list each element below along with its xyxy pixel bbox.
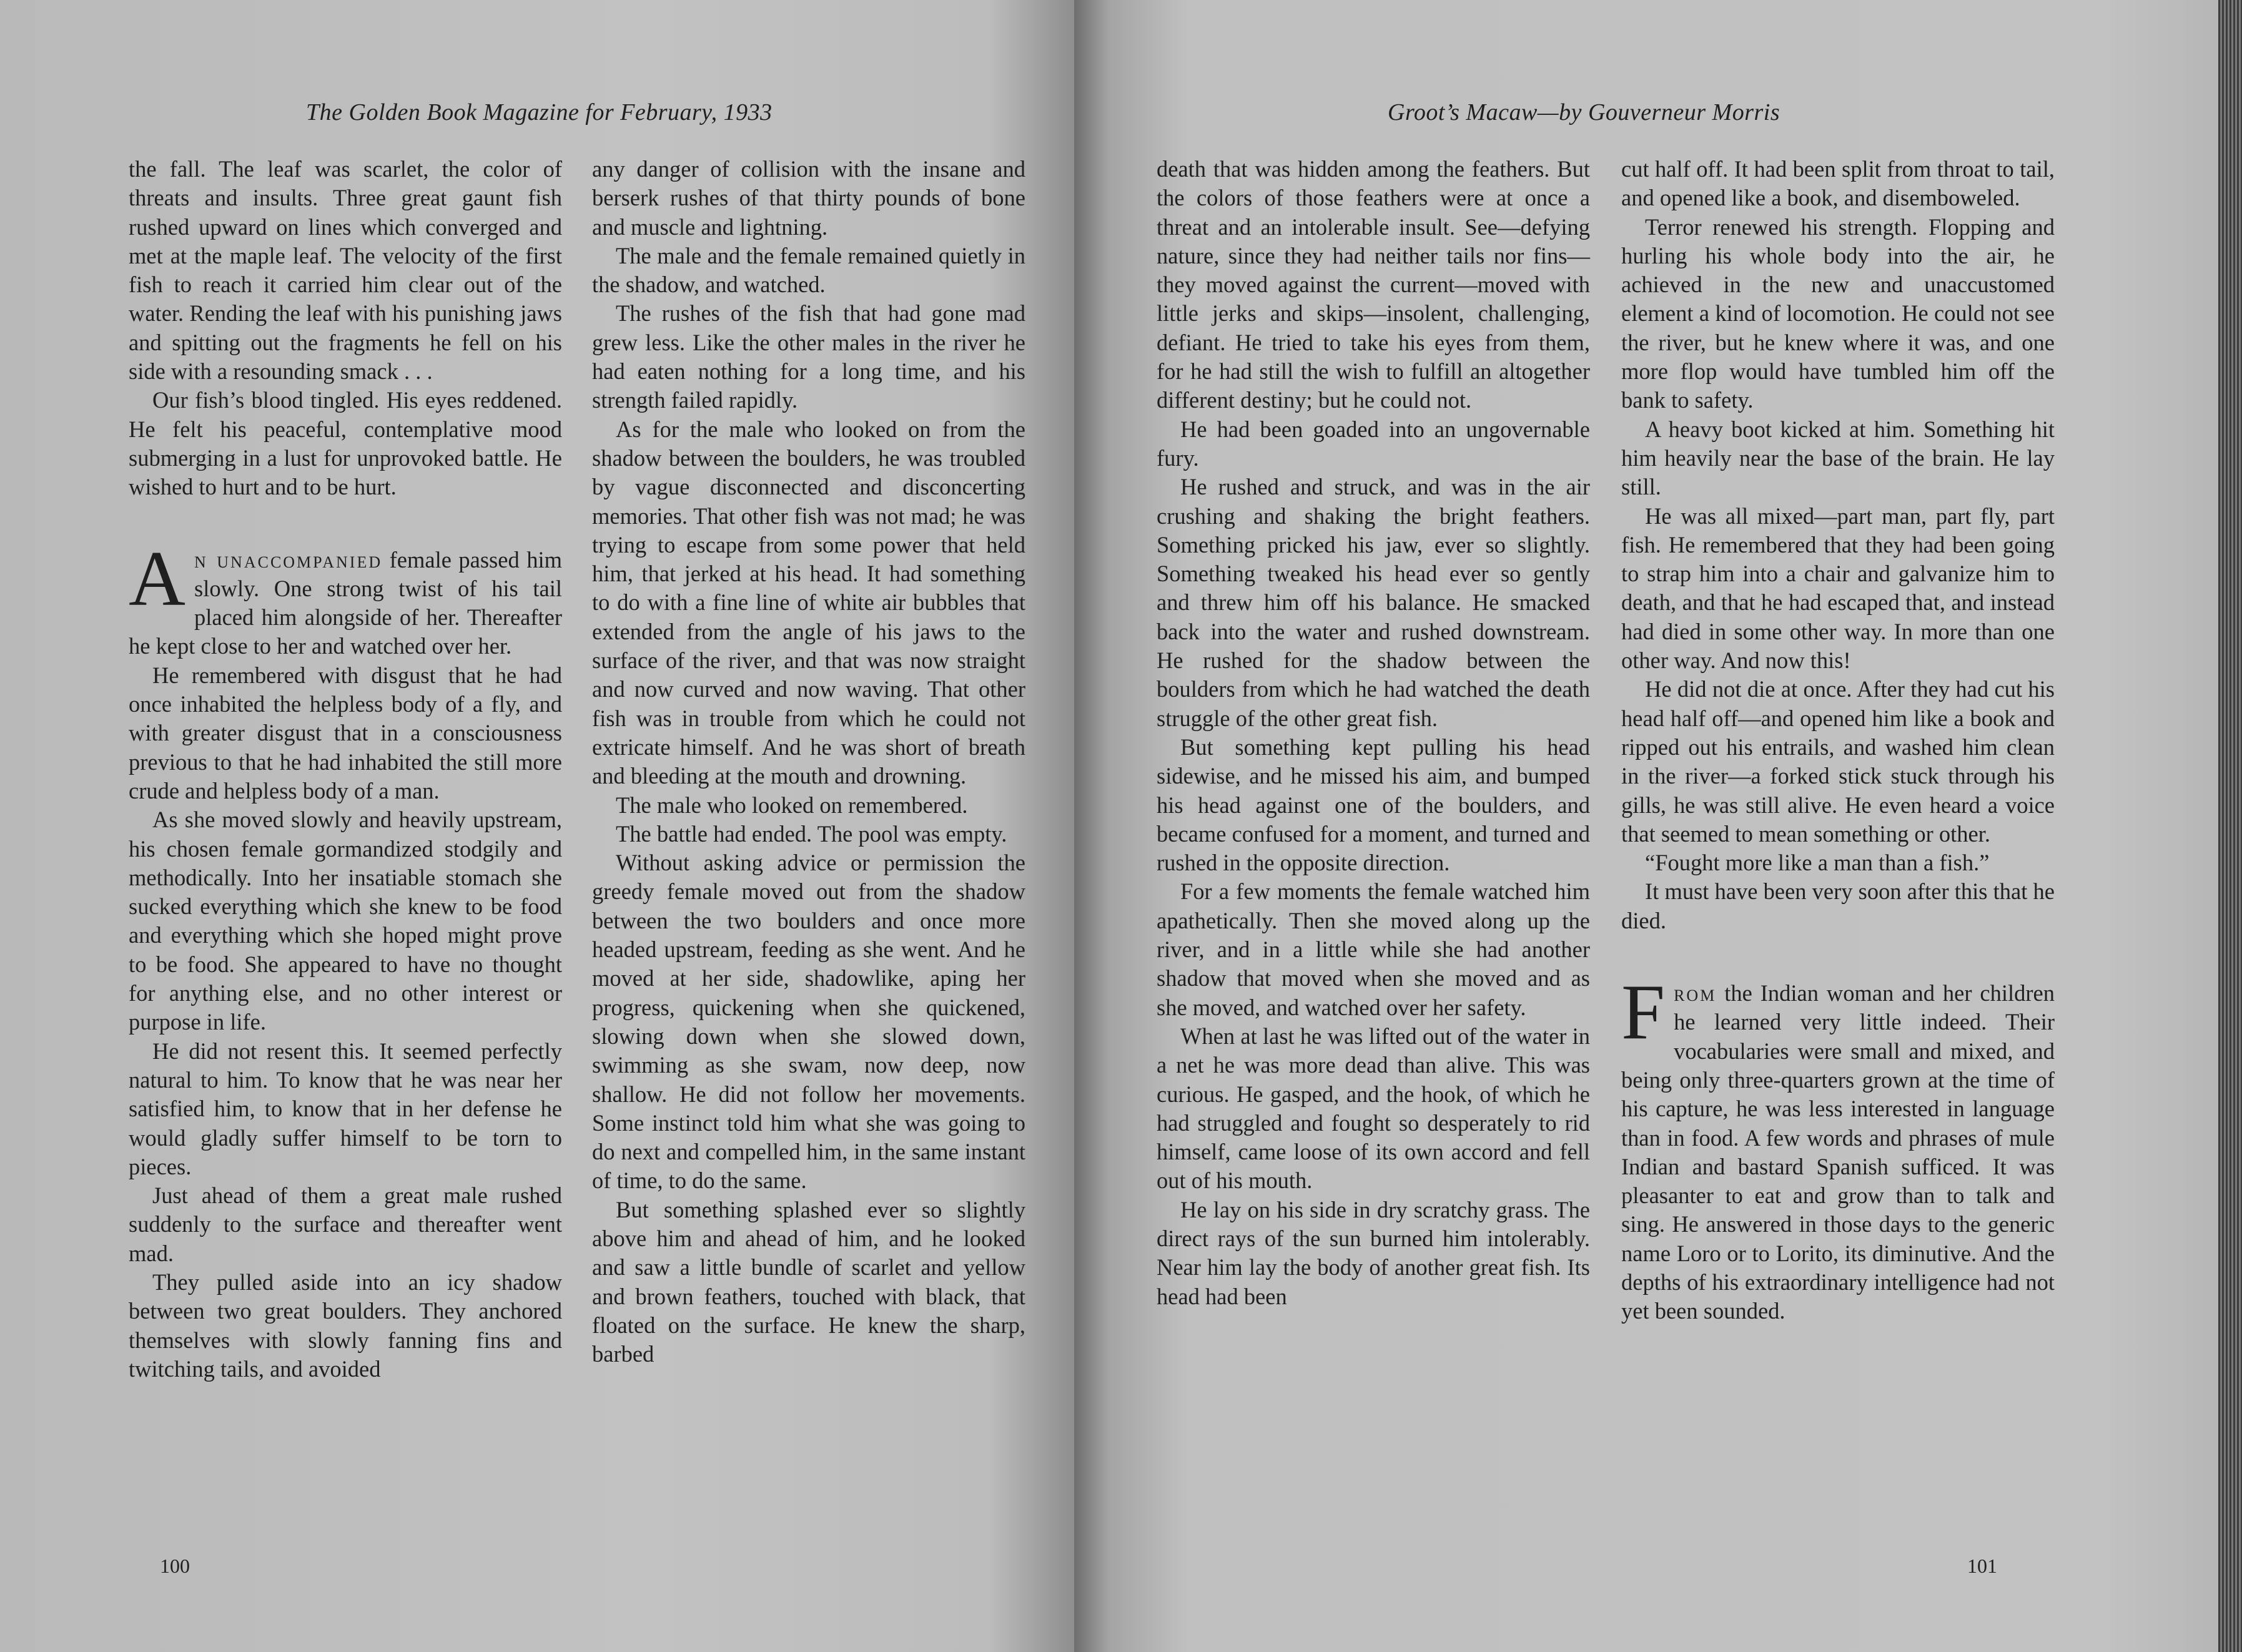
paragraph: As she moved slowly and heavily upstream, his chosen female gormandized stodgily and methodically. Into her insatiable stomach she sucked everything which she knew to be food and everything which she hoped might prove to be food. She appeared to have no thought for anything else, and no other interest or purpose in life. — [129, 807, 562, 1035]
paragraph: It must have been very soon after this that he died. — [1621, 878, 2055, 933]
left-page-column-1 — [129, 155, 562, 1384]
paragraph: The male who looked on remembered. — [616, 792, 968, 818]
paragraph: The male and the female remained quietly in the shadow, and watched. — [592, 242, 1025, 298]
small-caps-lead: rom — [1674, 980, 1717, 1006]
drop-cap-letter: F — [1621, 969, 1666, 1056]
running-head-left: The Golden Book Magazine for February, 1933 — [306, 99, 773, 125]
paragraph: Terror renewed his strength. Flopping and hurling his whole body into the air, he achieved in the new and unaccustomed element a kind of locomotion. He could not see the river, but he knew where it was, and one more flop would have tumbled him off the bank to safety. — [1621, 214, 2055, 413]
paragraph: He remembered with disgust that he had once inhabited the helpless body of a fly, and with greater disgust that in a consciousness previous to that he had inhabited the still more crude and helpless body of a man. — [129, 662, 562, 804]
paragraph: But something kept pulling his head sidewise, and he missed his aim, and bumped his head against one of the boulders, and became confused for a moment, and turned and rushed in the opposite direction. — [1157, 734, 1590, 876]
paragraph: As for the male who looked on from the shadow between the boulders, he was troubled by vague disconnected and disconcerting memories. That other fish was not mad; he was trying to escape from some power that held him, that jerked at his head. It had something to do with a fine line of white air bubbles that extended from the angle of his jaws to the surface of the river, and that was now straight and now curved and now waving. That other fish was in trouble from which he could not extricate himself. And he was short of breath and bleeding at the mouth and drowning. — [592, 416, 1025, 789]
paragraph: any danger of collision with the insane and berserk rushes of that thirty pounds of bone and muscle and lightning. — [592, 156, 1025, 240]
small-caps-lead: n unaccompanied — [194, 546, 383, 573]
paragraph: The battle had ended. The pool was empty. — [616, 820, 1007, 847]
drop-cap-letter: A — [129, 535, 185, 622]
paragraph-text: the Indian woman and her children he learned very little indeed. Their vocabularies were small and mixed, and being only three-quarters grown at the time of his capture, he was less interested in language than in food. A few words and phrases of mule Indian and bastard Spanish sufficed. It was pleasanter to eat and grow than to talk and sing. He answered in those days to the generic name Loro or to Lorito, its diminutive. And the depths of his extraordinary intelligence had not yet been sounded. — [1621, 980, 2055, 1324]
paragraph: Our fish’s blood tingled. His eyes reddened. He felt his peaceful, contemplative mood submerging in a lust for unprovoked battle. He wished to hurt and to be hurt. — [129, 387, 562, 500]
paragraph: But something splashed ever so slightly above him and ahead of him, and he looked and saw a little bundle of scarlet and yellow and brown feathers, touched with black, that floated on the surface. He knew the sharp, barbed — [592, 1196, 1025, 1367]
paragraph: The rushes of the fish that had gone mad grew less. Like the other males in the river he had eaten nothing for a long time, and his strength failed rapidly. — [592, 300, 1025, 413]
page-edges — [2218, 0, 2242, 1652]
left-page — [0, 0, 1074, 1652]
paragraph: Just ahead of them a great male rushed suddenly to the surface and thereafter went mad. — [129, 1182, 562, 1266]
paragraph: When at last he was lifted out of the water in a net he was more dead than alive. This was curious. He gasped, and the hook, of which he had struggled and fought so desperately to rid himself, came loose of its own accord and fell out of his mouth. — [1157, 1023, 1590, 1194]
paragraph: For a few moments the female watched him apathetically. Then she moved along up the river, and in a little while she had another shadow that moved when she moved and as she moved, and watched over her safety. — [1157, 878, 1590, 1020]
paragraph: They pulled aside into an icy shadow between two great boulders. They anchored themselves with slowly fanning fins and twitching tails, and avoided — [129, 1269, 562, 1382]
section-opening-paragraph — [129, 535, 562, 661]
right-page-column-1 — [1157, 155, 1590, 1311]
left-page-column-2 — [592, 155, 1025, 1369]
paragraph: the fall. The leaf was scarlet, the color of threats and insults. Three great gaunt fish rushed upward on lines which converged and met at the maple leaf. The velocity of the first fish to reach it carried him clear out of the water. Rending the leaf with his punishing jaws and spitting out the fragments he fell on his side with a resounding smack . . . — [129, 156, 562, 385]
paragraph: He rushed and struck, and was in the air crushing and shaking the bright feathers. Something pricked his jaw, ever so slightly. Something tweaked his head ever so gently and threw him off his balance. He smacked back into the water and rushed downstream. He rushed for the shadow between the boulders from which he had watched the death struggle of the other great fish. — [1157, 474, 1590, 731]
section-opening-paragraph — [1621, 969, 2055, 1326]
paragraph: death that was hidden among the feathers. But the colors of those feathers were at once a threat and an intolerable insult. See—defying nature, since they had neither tails nor fins—they moved against the current—moved with little jerks and skips—insolent, challenging, defiant. He tried to take his eyes from them, for he had still the wish to fulfill an altogether different destiny; but he could not. — [1157, 156, 1590, 413]
paragraph: cut half off. It had been split from throat to tail, and opened like a book, and disemboweled. — [1621, 156, 2055, 211]
right-page — [1074, 0, 2218, 1652]
paragraph: He lay on his side in dry scratchy grass. The direct rays of the sun burned him intolerably. Near him lay the body of another great fish. Its head had been — [1157, 1196, 1590, 1309]
paragraph-text: female passed him slowly. One strong twist of his tail placed him alongside of her. Thereafter he kept close to her and watched over her. — [129, 546, 562, 659]
paragraph: A heavy boot kicked at him. Something hit him heavily near the base of the brain. He lay still. — [1621, 416, 2055, 500]
right-page-column-2 — [1621, 155, 2055, 1326]
paragraph: He did not die at once. After they had cut his head half off—and opened him like a book and ripped out his entrails, and washed him clean in the river—a forked stick stuck through his gills, he was still alive. He even heard a voice that seemed to mean something or other. — [1621, 676, 2055, 847]
paragraph: He had been goaded into an ungovernable fury. — [1157, 416, 1590, 471]
page-number-left: 100 — [160, 1555, 190, 1577]
paragraph: He was all mixed—part man, part fly, part fish. He remembered that they had been going to strap him into a chair and galvanize him to death, and that he had escaped that, and instead had died in some other way. In more than one other way. And now this! — [1621, 503, 2055, 674]
paragraph: He did not resent this. It seemed perfectly natural to him. To know that he was near her satisfied him, to know that in her defense he would gladly suffer himself to be torn to pieces. — [129, 1038, 562, 1179]
paragraph: “Fought more like a man than a fish.” — [1645, 850, 1990, 876]
page-number-right: 101 — [1967, 1555, 1997, 1577]
paragraph: Without asking advice or permission the greedy female moved out from the shadow between the two boulders and once more headed upstream, feeding as she went. And he moved at her side, shadowlike, aping her progress, quickening when she quickened, slowing down when she slowed down, swimming as she swam, now deep, now shallow. He did not follow her movements. Some instinct told him what she was going to do next and compelled him, in the same instant of time, to do the same. — [592, 850, 1025, 1194]
running-head-right: Groot’s Macaw—by Gouverneur Morris — [1388, 99, 1780, 125]
